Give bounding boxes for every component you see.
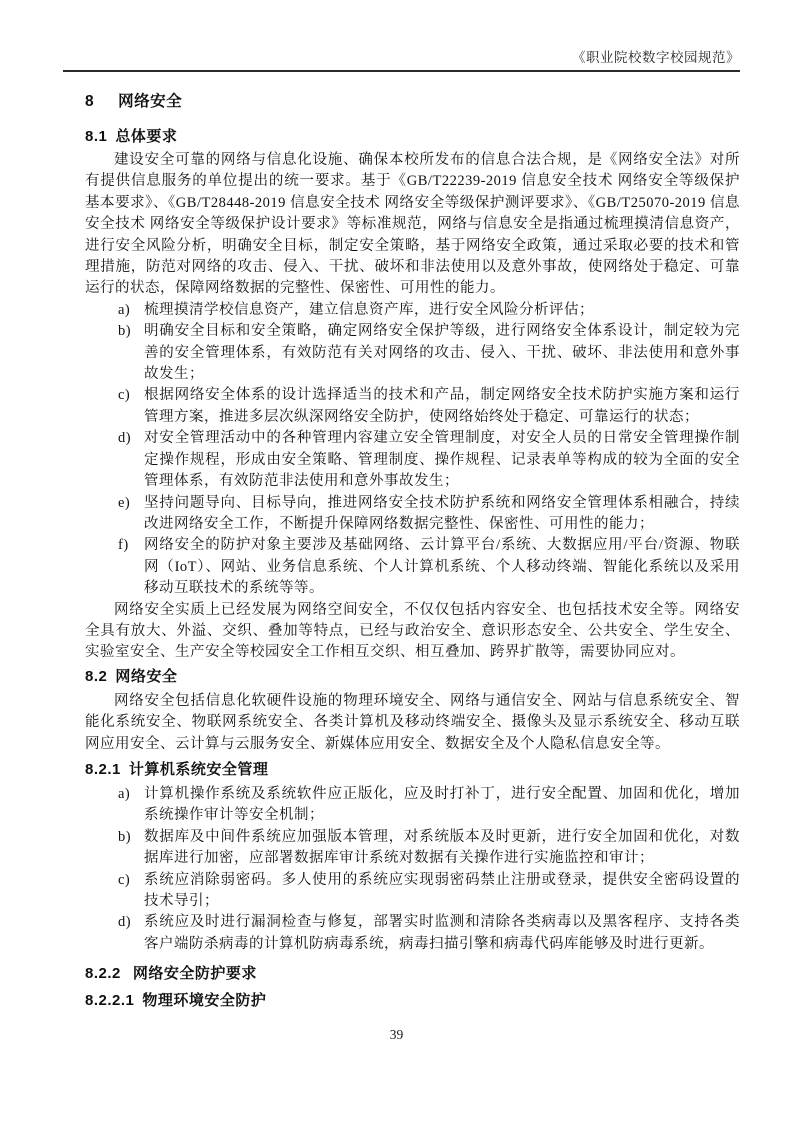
list-item: [85, 321, 740, 385]
section-8-2-2-number: 8.2.2: [85, 965, 121, 983]
list-item: [85, 827, 740, 870]
list-8-1: [85, 300, 740, 600]
list-item: [85, 300, 740, 321]
list-item: [85, 912, 740, 955]
paragraph-8-1-intro: 建设安全可靠的网络与信息化设施、确保本校所发布的信息合法合规，是《网络安全法》对所有提供信息服务的单位提出的统一要求。基于《GB/T22239-2019 信息安全技术 网络安全等级保护基本要求》、《GB/T28448-2019 信息安全技术 网络安全等级保护测评要求》、《GB/T25070-2019 信息安全技术 网络安全等级保护设计要求》等标准规范，网络与信息安全是指通过梳理摸清信息资产，进行安全风险分析，明确安全目标，制定安全策略，基于网络安全政策，通过采取必要的技术和管理措施，防范对网络的攻击、侵入、干扰、破坏和非法使用以及意外事故，使网络处于稳定、可靠运行的状态，保障网络数据的完整性、保密性、可用性的能力。: [85, 152, 740, 297]
list-item-text: 计算机操作系统及系统软件应正版化，应及时打补丁，进行安全配置、加固和优化，增加系统操作审计等安全机制；: [144, 785, 740, 824]
list-item-text: 梳理摸清学校信息资产，建立信息资产库，进行安全风险分析评估；: [144, 301, 594, 318]
page-content: [85, 72, 740, 1009]
section-8-1-title: 总体要求: [115, 128, 178, 145]
list-item-marker: d): [118, 430, 132, 447]
section-heading-8-2: [85, 668, 740, 685]
list-item: [85, 428, 740, 492]
section-8-2-title: 网络安全: [115, 667, 178, 685]
list-item: [85, 784, 740, 827]
section-heading-8-1: [85, 128, 740, 145]
chapter-number: 8: [85, 93, 95, 110]
page-number: 39: [389, 1027, 404, 1042]
section-8-2-2-title: 网络安全防护要求: [132, 965, 257, 983]
section-8-2-2-1-title: 物理环境安全防护: [142, 992, 267, 1010]
list-item: [85, 385, 740, 428]
chapter-heading: [85, 93, 740, 110]
section-8-2-number: 8.2: [85, 667, 108, 685]
list-item: [85, 535, 740, 599]
list-item-marker: f): [118, 537, 129, 554]
list-item-marker: a): [118, 301, 131, 318]
section-8-1-number: 8.1: [85, 128, 108, 145]
section-8-2-1-number: 8.2.1: [85, 760, 121, 778]
list-item: [85, 870, 740, 913]
list-item-text: 根据网络安全体系的设计选择适当的技术和产品，制定网络安全技术防护实施方案和运行管理方案，推进多层次纵深网络安全防护，使网络始终处于稳定、可靠运行的状态；: [144, 387, 740, 425]
chapter-title: 网络安全: [118, 93, 183, 110]
section-heading-8-2-2: [85, 965, 740, 982]
list-item-text: 明确安全目标和安全策略，确定网络安全保护等级，进行网络安全体系设计，制定较为完善的安全管理体系，有效防范有关对网络的攻击、侵入、干扰、破坏、非法使用和意外事故发生；: [144, 323, 740, 383]
section-8-2-1-title: 计算机系统安全管理: [128, 760, 269, 778]
list-item-marker: b): [118, 323, 132, 340]
list-item-text: 坚持问题导向、目标导向，推进网络安全技术防护系统和网络安全管理体系相融合，持续改进网络安全工作，不断提升保障网络数据完整性、保密性、可用性的能力；: [144, 494, 740, 532]
list-item-marker: c): [118, 387, 131, 404]
list-item-text: 网络安全的防护对象主要涉及基础网络、云计算平台/系统、大数据应用/平台/资源、物联网（IoT）、网站、业务信息系统、个人计算机系统、个人移动终端、智能化系统以及采用移动互联技术的系统等等。: [144, 537, 740, 597]
section-heading-8-2-1: [85, 761, 740, 778]
paragraph-8-2: 网络安全包括信息化软硬件设施的物理环境安全、网络与通信安全、网站与信息系统安全、智能化系统安全、物联网系统安全、各类计算机及移动终端安全、摄像头及显示系统安全、移动互联网应用安全、云计算与云服务安全、新媒体应用安全、数据安全及个人隐私信息安全等。: [85, 692, 740, 752]
list-8-2-1: [85, 784, 740, 955]
running-header-title: 《职业院校数字校园规范》: [572, 50, 740, 65]
list-item-text: 数据库及中间件系统应加强版本管理，对系统版本及时更新，进行安全加固和优化，对数据库进行加密，应部署数据库审计系统对数据有关操作进行实施监控和审计；: [144, 828, 740, 867]
list-item-marker: e): [118, 494, 131, 511]
list-item-marker: a): [118, 785, 131, 802]
list-item: [85, 493, 740, 536]
list-item-text: 对安全管理活动中的各种管理内容建立安全管理制度，对安全人员的日常安全管理操作制定操作规程，形成由安全策略、管理制度、操作规程、记录表单等构成的较为全面的安全管理体系，有效防范非法使用和意外事故发生；: [144, 430, 740, 490]
list-item-marker: d): [118, 914, 132, 931]
section-8-2-2-1-number: 8.2.2.1: [85, 992, 135, 1010]
section-heading-8-2-2-1: [85, 992, 740, 1009]
list-item-marker: b): [118, 828, 132, 845]
list-item-marker: c): [118, 871, 131, 888]
paragraph-8-1-closing: 网络安全实质上已经发展为网络空间安全，不仅仅包括内容安全、也包括技术安全等。网络安全具有放大、外溢、交织、叠加等特点，已经与政治安全、意识形态安全、公共安全、学生安全、实验室安全、生产安全等校园安全工作相互交织、相互叠加、跨界扩散等，需要协同应对。: [85, 601, 740, 661]
list-item-text: 系统应消除弱密码。多人使用的系统应实现弱密码禁止注册或登录，提供安全密码设置的技术导引；: [144, 871, 740, 909]
list-item-text: 系统应及时进行漏洞检查与修复，部署实时监测和清除各类病毒以及黑客程序、支持各类客户端防杀病毒的计算机防病毒系统，病毒扫描引擎和病毒代码库能够及时进行更新。: [144, 914, 740, 952]
